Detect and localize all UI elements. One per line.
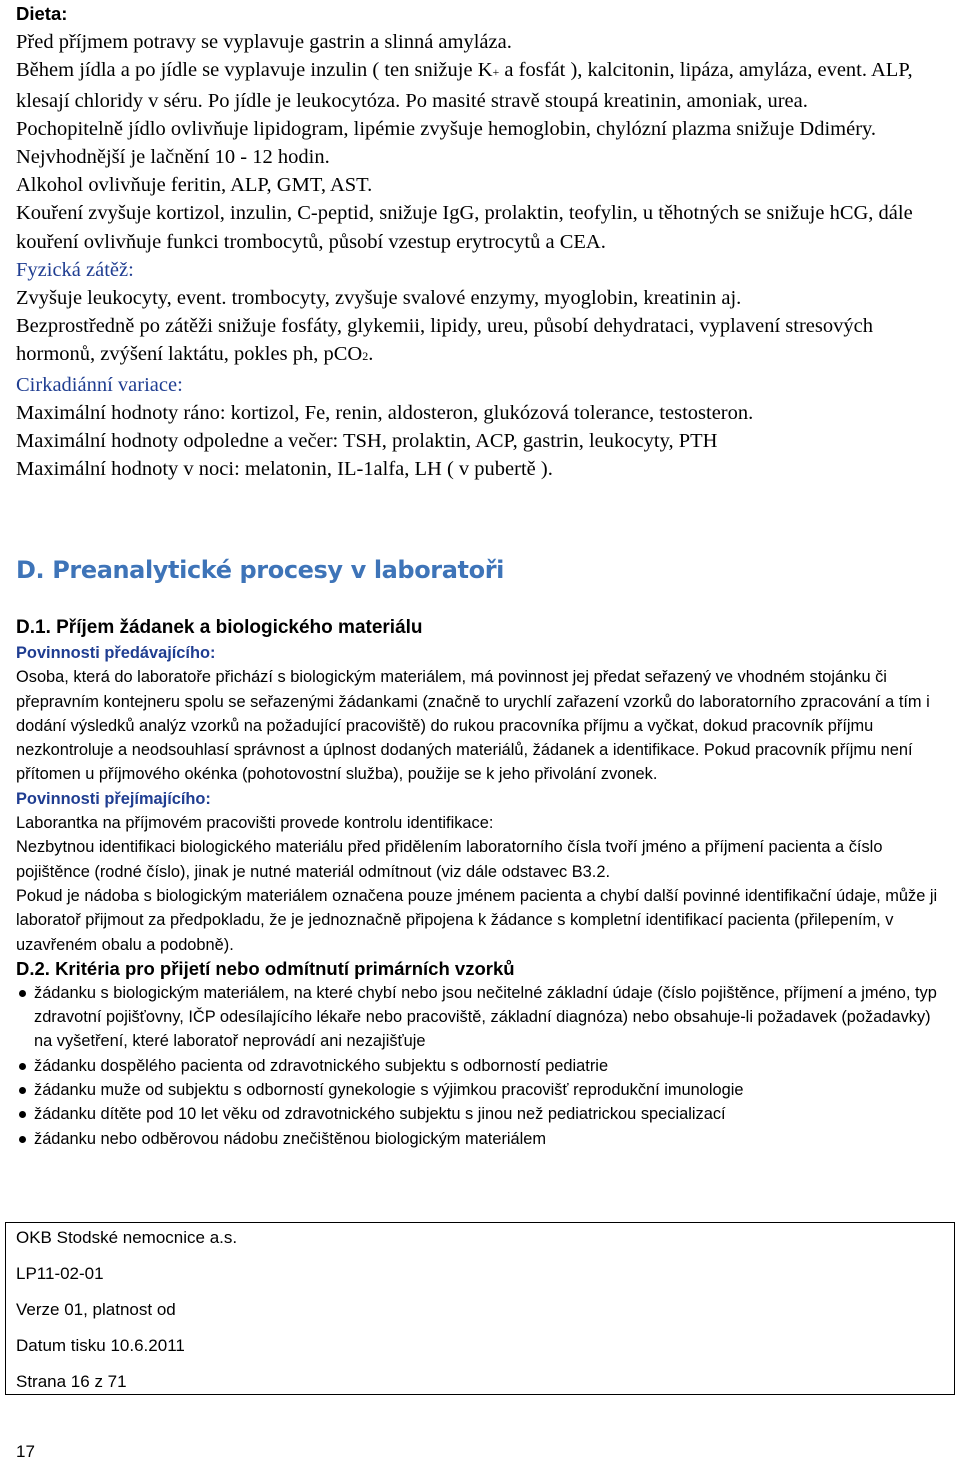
footer-print-date: Datum tisku 10.6.2011 bbox=[16, 1336, 185, 1355]
footer-version: Verze 01, platnost od bbox=[16, 1300, 176, 1319]
dieta-line-5: Alkohol ovlivňuje feritin, ALP, GMT, AST. bbox=[16, 174, 373, 197]
document-footer-box bbox=[5, 1222, 955, 1395]
d2-criteria-list bbox=[16, 981, 951, 1151]
cirkadianni-line-2: Maximální hodnoty odpoledne a večer: TSH, prolaktin, ACP, gastrin, leukocyty, PTH bbox=[16, 430, 718, 453]
prejimajici-heading: Povinnosti přejímajícího: bbox=[16, 789, 211, 808]
page-number: 17 bbox=[16, 1442, 35, 1461]
section-d-title: D. Preanalytické procesy v laboratoři bbox=[16, 556, 504, 584]
d1-title: D.1. Příjem žádanek a biologického materiálu bbox=[16, 617, 423, 638]
prejimajici-line-2: Nezbytnou identifikaci biologického materiálu před přidělením laboratorního čísla tvoří jméno a příjmení pacienta a číslo pojištěnce (rodné číslo), jinak je nutné materiál odmítnout (viz dále odstavec B3.2. bbox=[16, 838, 883, 881]
cirkadianni-line-1: Maximální hodnoty ráno: kortizol, Fe, renin, aldosteron, glukózová tolerance, testosteron. bbox=[16, 401, 754, 424]
fyzicka-line-1: Zvyšuje leukocyty, event. trombocyty, zvyšuje svalové enzymy, myoglobin, kreatinin aj. bbox=[16, 287, 742, 310]
section-d-body bbox=[16, 614, 951, 1151]
dieta-line-1: Před příjmem potravy se vyplavuje gastrin a slinná amyláza. bbox=[16, 31, 512, 54]
dieta-line-2: Během jídla a po jídle se vyplavuje inzulin ( ten snižuje K+ a fosfát ), kalcitonin, lipáza, amyláza, event. ALP, klesají chloridy v séru. Po jídle je leukocytóza. Po masité stravě stoupá kreatinin, amoniak, urea. bbox=[16, 59, 913, 112]
cirkadianni-heading: Cirkadiánní variace: bbox=[16, 373, 183, 396]
prejimajici-line-1: Laborantka na příjmovém pracovišti provede kontrolu identifikace: bbox=[16, 814, 494, 833]
predavajici-text: Osoba, která do laboratoře přichází s biologickým materiálem, má povinnost jej předat seřazený ve vhodném stojánku či přepravním kontejneru spolu se seřazenými žádankami (značně to urychlí zařazení vzorků do laboratorního zpracování a tím i dodání výsledků analýz vzorků na požadující pracoviště) do rukou pracovníka příjmu a vyčkat, dokud pracovník příjmu nezkontroluje a neodsouhlasí správnost a úplnost dodaných materiálů, žádanek a identifikace. Pokud pracovník příjmu není přítomen u příjmového okénka (pohotovostní služba), použije se k jeho přivolání zvonek. bbox=[16, 668, 930, 784]
list-item: žádanku nebo odběrovou nádobu znečištěnou biologickým materiálem bbox=[16, 1127, 951, 1151]
prejimajici-line-3: Pokud je nádoba s biologickým materiálem označena pouze jménem pacienta a chybí další povinné identifikační údaje, může ji laboratoř přijmout za předpokladu, že je jednoznačně připojena k žádance s kompletní identifikací pacienta (přilepením, v uzavřeném obalu a podobně). bbox=[16, 886, 938, 954]
dieta-line-4: Nejvhodnější je lačnění 10 - 12 hodin. bbox=[16, 146, 330, 169]
predavajici-heading: Povinnosti předávajícího: bbox=[16, 644, 216, 662]
dieta-section bbox=[16, 0, 946, 483]
cirkadianni-line-3: Maximální hodnoty v noci: melatonin, IL-1alfa, LH ( v pubertě ). bbox=[16, 458, 553, 481]
dieta-line-6: Kouření zvyšuje kortizol, inzulin, C-peptid, snižuje IgG, prolaktin, teofylin, u těhotných se snižuje hCG, dále kouření ovlivňuje funkci trombocytů, působí vzestup erytrocytů a CEA. bbox=[16, 202, 913, 253]
d2-title: D.2. Kritéria pro přijetí nebo odmítnutí primárních vzorků bbox=[16, 957, 515, 979]
list-item: žádanku muže od subjektu s odborností gynekologie s výjimkou pracovišť reprodukční imunologie bbox=[16, 1078, 951, 1102]
dieta-line-3: Pochopitelně jídlo ovlivňuje lipidogram, lipémie zvyšuje hemoglobin, chylózní plazma snižuje Ddiméry. bbox=[16, 117, 877, 140]
fyzicka-heading: Fyzická zátěž: bbox=[16, 258, 134, 281]
list-item: žádanku s biologickým materiálem, na které chybí nebo jsou nečitelné základní údaje (číslo pojištěnce, příjmení a jméno, typ zdravotní pojišťovny, IČP odesílajícího lékaře nebo pracoviště, základní diagnóza) nebo obsahuje-li požadavek (požadavky) na vyšetření, které laboratoř neprovádí ani nezajišťuje bbox=[16, 981, 951, 1054]
list-item: žádanku dospělého pacienta od zdravotnického subjektu s odborností pediatrie bbox=[16, 1054, 951, 1078]
footer-org: OKB Stodské nemocnice a.s. bbox=[16, 1228, 238, 1247]
list-item: žádanku dítěte pod 10 let věku od zdravotnického subjektu s jinou než pediatrickou specializací bbox=[16, 1102, 951, 1126]
fyzicka-line-2: Bezprostředně po zátěži snižuje fosfáty, glykemii, lipidy, ureu, působí dehydrataci, vyplavení stresových hormonů, zvýšení laktátu, pokles ph, pCO2. bbox=[16, 315, 873, 366]
dieta-heading: Dieta: bbox=[16, 3, 68, 24]
footer-page: Strana 16 z 71 bbox=[16, 1372, 127, 1391]
footer-code: LP11-02-01 bbox=[16, 1264, 104, 1283]
